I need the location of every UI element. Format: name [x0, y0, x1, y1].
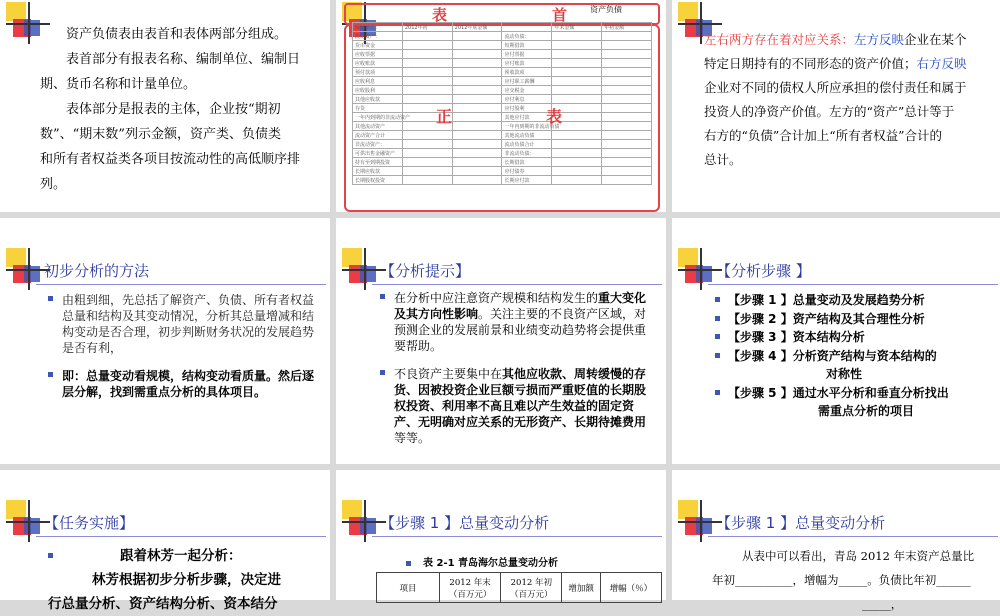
table-row: 非流动资产： 流动负债合计: [353, 140, 652, 149]
step-4: 【步骤 4 】分析资产结构与资本结构的: [728, 347, 998, 366]
slide-title: 【分析步骤 】: [716, 262, 811, 280]
slide-text: 跟着林芳一起分析： 林芳根据初步分析步骤，决定进 行总量分析、资产结构分析、资本结分: [48, 548, 281, 612]
variation-table: 项目 2012 年末 （百万元） 2012 年初 （百万元） 增加额 增幅（％）: [376, 572, 662, 603]
table-row: 流动资产合计 其他流动负债: [353, 131, 652, 140]
table-row: 其他应收款 应付利息: [353, 95, 652, 104]
slide-thumb-5[interactable]: [336, 218, 666, 464]
slide-title: 【分析提示】: [380, 262, 471, 280]
slide-thumb-1[interactable]: [0, 0, 330, 212]
slide-thumb-3[interactable]: [672, 0, 1000, 212]
slide-title: 【任务实施】: [44, 514, 135, 532]
step-1: 【步骤 1 】总量变动及发展趋势分析: [728, 291, 998, 310]
table-row: 存货 应付股利: [353, 104, 652, 113]
slide-decoration: [6, 248, 46, 286]
table-row: 可供出售金融资产 非流动负债：: [353, 149, 652, 158]
table-row: 长期股权投资 长期应付款: [353, 176, 652, 185]
body-label: 正: [436, 107, 453, 126]
bullet-2: 即：总量变动看规模，结构变动看质量。然后逐层分解，找到需重点分析的具体项目。: [62, 368, 318, 400]
slide-thumb-8[interactable]: [336, 470, 666, 600]
table-row: 预付款项 预收款项: [353, 68, 652, 77]
step-3: 【步骤 3 】资本结构分析: [728, 328, 998, 347]
slide-decoration: [678, 248, 718, 286]
bullet-1: 由粗到细，先总括了解资产、负债、所有者权益总量和结构及其变动情况，分析其总量增减和结构变动是否合理，初步判断财务状况的发展趋势是否有利，: [62, 292, 318, 356]
table-row: 一年内到期的非流动资产 其他应付款: [353, 113, 652, 122]
table-row: 应收股利 应交税金: [353, 86, 652, 95]
table-row: 其他流动资产 一年内到期的非流动负债: [353, 122, 652, 131]
table-row: 应收账款 应付账款: [353, 59, 652, 68]
slide-text: 左右两方存在着对应关系：左方反映企业在某个 特定日期持有的不同形态的资产价值；右方反映 企业对不同的债权人所应承担的偿付责任和属于 投资人的净资产价值。左方的“资产”总计等于 右方的“负债”合计加上“所有者权益”合计的 总计。: [704, 32, 967, 167]
table-row: 流动资产： 流动负债：: [353, 32, 652, 41]
step-4-cont: 对称性: [826, 367, 863, 381]
step-5-cont: 需重点分析的项目: [818, 404, 915, 418]
slide-decoration: [6, 500, 46, 538]
slide-title: 【步骤 1 】总量变动分析: [716, 514, 886, 532]
slide-thumb-6[interactable]: [672, 218, 1000, 464]
slide-thumb-4[interactable]: [0, 218, 330, 464]
slide-thumb-2[interactable]: [336, 0, 666, 212]
slide-text: 从表中可以看出，青岛 2012 年末资产总量比 年初__________，增幅为_____。负债比年初______ _____，: [712, 549, 975, 611]
step-5: 【步骤 5 】通过水平分析和垂直分析找出: [728, 384, 998, 403]
steps-list: [728, 291, 998, 421]
slide-title: 初步分析的方法: [44, 262, 150, 280]
table-row: 持有至到期投资 长期借款: [353, 158, 652, 167]
slide-text: 资产负债表由表首和表体两部分组成。 表首部分有报表名称、编制单位、编制日 期、货币名称和计量单位。 表体部分是报表的主体，企业按“期初 数”、“期末数”列示金额，资产类、负债类 和所有者权益类各项目按流动性的高低顺序排 列。: [40, 27, 301, 192]
slide-decoration: [678, 500, 718, 538]
body-label-2: 表: [546, 107, 563, 126]
table-caption: 表 2-1 青岛海尔总量变动分析: [406, 554, 558, 569]
step-2: 【步骤 2 】资产结构及其合理性分析: [728, 310, 998, 329]
header-label: 表: [432, 6, 448, 24]
table-row: 货币资金 短期借款: [353, 41, 652, 50]
slide-decoration: [342, 248, 382, 286]
table-title: 资产负债: [590, 5, 622, 14]
slide-thumb-9[interactable]: [672, 470, 1000, 611]
table-row: 应收利息 应付职工薪酬: [353, 77, 652, 86]
slide-decoration: [342, 500, 382, 538]
header-label-2: 首: [552, 6, 568, 24]
bullet-2: 不良资产主要集中在其他应收款、周转缓慢的存货、因被投资企业巨额亏损而严重贬值的长期股权投资、利用率不高且难以产生效益的固定资产、无明确对应关系的无形资产、长期待摊费用等等。: [394, 366, 654, 446]
balance-sheet-table: 编制单位： 2012年初 2012年底金额 年末金额 年初金额 流动资产： 流动负债： 货币资金 短期借款 应收票据 应付票据 应收账款 应付账款 预付款项 预收款项 应收利息 应付职工薪酬 应收股利 应交税金 其他应收款 应付利息 存货 应付股利 一年内到期的非流动资产 其他应付款 其他流动资产 一年内到期的非流动负债 流动资产合计 其他流动负债 非流动资产： 流动负债合计 可供出售金融资产 非流动负债： 持有至到期投资 长期借款 长期应收款 应付债券 长期股权投资 长期应付款: [352, 22, 652, 185]
bullet-1: 在分析中应注意资产规模和结构发生的重大变化及其方向性影响。关注主要的不良资产区域，对预测企业的发展前景和业绩变动趋势将会提供重要帮助。: [394, 290, 654, 354]
slide-title: 【步骤 1 】总量变动分析: [380, 514, 550, 532]
slide-thumb-7[interactable]: [0, 470, 330, 612]
table-row: 长期应收款 应付债券: [353, 167, 652, 176]
table-row: 应收票据 应付票据: [353, 50, 652, 59]
